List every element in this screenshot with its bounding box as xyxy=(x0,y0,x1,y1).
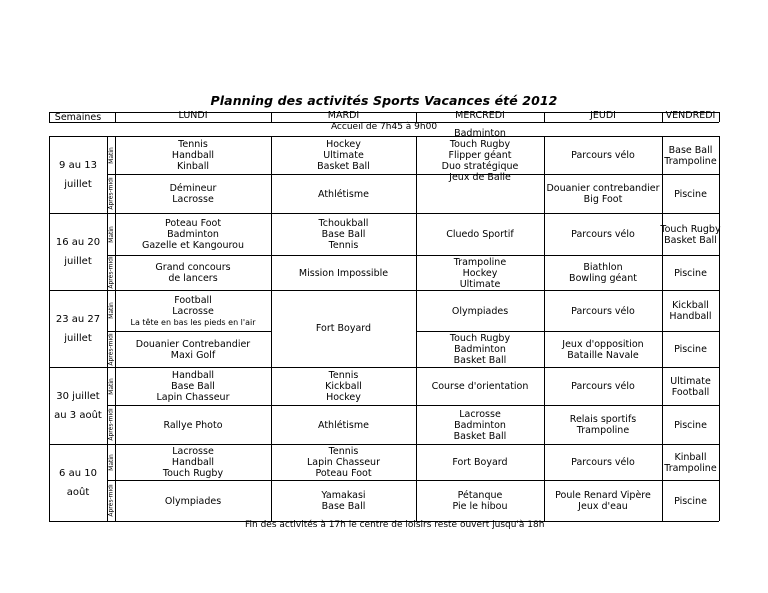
activity-cell-jeudi-matin-line: Parcours vélo xyxy=(571,305,635,317)
activity-cell-mardi-matin xyxy=(271,368,416,405)
week-label-line: août xyxy=(66,486,90,498)
table-border xyxy=(719,444,720,521)
activity-cell-lundi-apres-midi-line: Démineur xyxy=(169,183,217,194)
activity-cell-vendredi-matin-line: Touch Rugby xyxy=(660,223,721,235)
activity-cell-vendredi-apres-midi-line: Piscine xyxy=(674,188,707,200)
activity-cell-jeudi-matin xyxy=(544,291,662,331)
slot-label-apres-midi: Après-midi xyxy=(107,332,115,366)
activity-cell-lundi-apres-midi xyxy=(115,481,271,521)
activity-cell-jeudi-apres-midi-line: Bowling géant xyxy=(569,273,637,284)
activity-cell-mercredi-apres-midi-line: Touch Rugby xyxy=(449,333,511,344)
activity-cell-mercredi-apres-midi-line: Badminton xyxy=(454,344,506,355)
activity-cell-vendredi-matin-line: Basket Ball xyxy=(664,234,717,246)
activity-cell-jeudi-matin xyxy=(544,214,662,255)
activity-cell-mardi-matin-line: Tchoukball xyxy=(318,218,369,229)
header-semaines: Semaines xyxy=(54,112,102,123)
activity-cell-jeudi-apres-midi-line: Jeux d'eau xyxy=(578,501,628,512)
activity-cell-mardi-matin-line: Kickball xyxy=(325,381,362,392)
slot-label-apres-midi: Après-midi xyxy=(107,256,115,289)
activity-cell-mercredi-apres-midi-line: Hockey xyxy=(462,267,498,279)
week-label-line: 23 au 27 xyxy=(55,313,101,325)
activity-cell-mardi-apres-midi-line: Athlétisme xyxy=(318,188,369,200)
activity-cell-lundi-apres-midi xyxy=(115,175,271,213)
week-label-line: juillet xyxy=(64,332,92,344)
activity-cell-mardi-matin-line: Tennis xyxy=(328,446,359,457)
activity-cell-jeudi-apres-midi-line: Biathlon xyxy=(583,262,623,273)
activity-cell-lundi-matin-line: Handball xyxy=(171,370,215,381)
activity-cell-mercredi-matin-line: Flipper géant xyxy=(448,150,512,161)
activity-cell-vendredi-matin xyxy=(662,214,719,255)
activity-cell-jeudi-apres-midi-line: Jeux d'opposition xyxy=(562,338,644,350)
activity-cell-mercredi-matin xyxy=(416,214,544,255)
activity-cell-vendredi-apres-midi xyxy=(662,332,719,367)
week-label xyxy=(49,290,107,367)
slot-label-matin: Matin xyxy=(107,146,115,164)
activity-cell-lundi-matin xyxy=(115,445,271,480)
activity-cell-lundi-matin-line: Base Ball xyxy=(171,381,215,392)
activity-cell-mercredi-matin-line: Duo stratégique xyxy=(441,161,519,172)
activity-cell-vendredi-matin-line: Kinball xyxy=(674,451,707,463)
week-label-line: 9 au 13 xyxy=(59,159,97,171)
activity-cell-mercredi-matin-line: Badminton xyxy=(454,128,506,139)
activity-cell-mardi-matin-line: Hockey xyxy=(326,392,361,403)
table-border xyxy=(719,136,720,213)
activity-cell-lundi-apres-midi xyxy=(115,256,271,290)
week-label-line: juillet xyxy=(64,178,92,190)
activity-cell-vendredi-matin-line: Football xyxy=(671,386,710,398)
activity-cell-lundi-matin xyxy=(115,368,271,405)
activity-cell-mardi-apres-midi-line: Mission Impossible xyxy=(298,267,389,279)
table-border xyxy=(662,112,663,122)
activity-cell-vendredi-matin-line: Kickball xyxy=(672,300,709,311)
activity-cell-jeudi-matin xyxy=(544,445,662,480)
activity-cell-jeudi-apres-midi-line: Trampoline xyxy=(576,425,630,436)
week-label-line: juillet xyxy=(64,255,92,267)
table-border xyxy=(719,290,720,367)
activity-cell-mercredi-apres-midi-line: Basket Ball xyxy=(453,355,507,366)
table-border xyxy=(719,112,720,122)
activity-cell-mercredi-apres-midi-line: Ultimate xyxy=(459,278,501,290)
slot-label-matin: Matin xyxy=(107,377,115,395)
week-label-line: 16 au 20 xyxy=(55,236,101,248)
activity-cell-jeudi-apres-midi xyxy=(544,256,662,290)
activity-cell-mardi-matin xyxy=(271,445,416,480)
table-border xyxy=(544,112,545,122)
activity-cell-jeudi-apres-midi-line: Douanier contrebandier xyxy=(546,183,660,194)
activity-cell-vendredi-matin-line: Trampoline xyxy=(664,462,717,474)
table-border xyxy=(49,112,50,122)
activity-cell-vendredi-matin xyxy=(662,137,719,174)
activity-cell-lundi-matin xyxy=(115,214,271,255)
activity-cell-mardi-apres-midi-line: Base Ball xyxy=(321,501,366,512)
header-jeudi: JEUDI xyxy=(590,110,616,121)
activity-cell-mardi-matin-line: Basket Ball xyxy=(317,161,370,172)
activity-cell-lundi-apres-midi xyxy=(115,332,271,367)
table-border xyxy=(271,112,272,122)
activity-cell-mardi-apres-midi-line: Yamakasi xyxy=(321,490,366,501)
week-label xyxy=(49,136,107,213)
header-mardi: MARDI xyxy=(327,110,360,121)
slot-label-apres-midi: Après-midi xyxy=(107,484,115,517)
activity-cell-vendredi-apres-midi-line: Piscine xyxy=(674,495,707,507)
activity-cell-lundi-matin-line: Football xyxy=(174,294,212,306)
accueil-note: Accueil de 7h45 à 9h00 xyxy=(330,122,438,132)
activity-cell-vendredi-apres-midi xyxy=(662,256,719,290)
activity-cell-mercredi-matin-line: Touch Rugby xyxy=(449,139,511,150)
activity-cell-mardi-matin-line: Hockey xyxy=(326,139,361,150)
activity-cell-mercredi-matin-line: Fort Boyard xyxy=(452,457,508,468)
activity-cell-mardi-matin-line: Poteau Foot xyxy=(315,468,372,479)
activity-cell-lundi-matin-line: Tennis xyxy=(178,139,208,150)
activity-cell-mardi-matin-line: Base Ball xyxy=(321,229,366,240)
activity-cell-vendredi-apres-midi xyxy=(662,481,719,521)
activity-cell-mardi-matin-line: Tennis xyxy=(328,370,359,381)
week-label xyxy=(49,213,107,290)
activity-cell-jeudi-apres-midi-line: Big Foot xyxy=(583,194,623,205)
activity-cell-lundi-apres-midi-line: de lancers xyxy=(168,273,218,284)
activity-cell-lundi-matin-line: Handball xyxy=(171,457,215,468)
activity-cell-vendredi-matin-line: Handball xyxy=(669,311,712,322)
table-border xyxy=(49,112,719,113)
activity-cell-jeudi-apres-midi-line: Relais sportifs xyxy=(569,414,637,425)
activity-cell-lundi-apres-midi-line: Olympiades xyxy=(164,495,222,507)
slot-label-matin: Matin xyxy=(107,302,115,319)
header-mercredi: MERCREDI xyxy=(455,110,505,121)
slot-label-matin: Matin xyxy=(107,453,115,471)
week-label-line: 30 juillet xyxy=(56,390,100,402)
header-vendredi: VENDREDI xyxy=(665,110,716,121)
activity-cell-vendredi-matin xyxy=(662,291,719,331)
schedule-table xyxy=(49,112,719,519)
activity-cell-mardi xyxy=(271,290,416,367)
activity-cell-lundi-apres-midi-line: Grand concours xyxy=(155,262,231,273)
week-label-line: au 3 août xyxy=(54,409,102,421)
activity-cell-jeudi-apres-midi xyxy=(544,175,662,213)
activity-cell-jeudi-matin-line: Parcours vélo xyxy=(571,457,635,468)
activity-cell-lundi-matin-line: La tête en bas les pieds en l'air xyxy=(130,317,256,327)
activity-cell-vendredi-matin-line: Trampoline xyxy=(664,155,717,167)
activity-cell-mercredi-apres-midi-line: Basket Ball xyxy=(453,430,507,442)
activity-cell-jeudi-apres-midi xyxy=(544,481,662,521)
slot-label-apres-midi: Après-midi xyxy=(107,177,115,210)
activity-cell-vendredi-matin-line: Base Ball xyxy=(668,144,713,156)
activity-cell-jeudi-apres-midi xyxy=(544,332,662,367)
activity-cell-mercredi-matin-line: Jeux de Balle xyxy=(449,172,511,183)
table-border xyxy=(115,112,116,122)
activity-cell-vendredi-apres-midi-line: Piscine xyxy=(674,419,707,431)
activity-cell-mardi-apres-midi xyxy=(271,406,416,444)
footer-note: Fin des activités à 17h le centre de loisirs reste ouvert jusqu'à 18h xyxy=(245,520,545,530)
activity-cell-mercredi-apres-midi-line: Pie le hibou xyxy=(452,501,508,512)
page-title: Planning des activités Sports Vacances été 2012 xyxy=(210,93,558,108)
activity-cell-mercredi-apres-midi-line: Lacrosse xyxy=(459,408,501,420)
activity-cell-mercredi-matin-line: Olympiades xyxy=(451,305,509,317)
activity-cell-mercredi-matin xyxy=(416,368,544,405)
activity-cell-lundi-matin-line: Poteau Foot xyxy=(164,218,222,229)
activity-cell-lundi-matin-line: Touch Rugby xyxy=(162,468,224,479)
activity-cell-vendredi-apres-midi xyxy=(662,406,719,444)
header-lundi: LUNDI xyxy=(178,110,208,121)
activity-cell-mercredi-matin xyxy=(416,128,544,183)
slot-label-matin: Matin xyxy=(107,225,115,243)
activity-cell-mercredi-apres-midi-line: Trampoline xyxy=(453,256,507,268)
activity-cell-vendredi-apres-midi xyxy=(662,175,719,213)
activity-cell-mardi-apres-midi xyxy=(271,175,416,213)
activity-cell-vendredi-matin xyxy=(662,445,719,480)
activity-cell-lundi-matin xyxy=(115,137,271,174)
activity-cell-mercredi-matin xyxy=(416,445,544,480)
activity-cell-mercredi-apres-midi xyxy=(416,406,544,444)
week-label xyxy=(49,367,107,444)
activity-cell-mardi-apres-midi xyxy=(271,256,416,290)
activity-cell-vendredi-apres-midi-line: Piscine xyxy=(674,344,707,355)
activity-cell-vendredi-apres-midi-line: Piscine xyxy=(674,267,707,279)
activity-cell-lundi-apres-midi-line: Douanier Contrebandier xyxy=(135,338,251,350)
activity-cell-mardi-matin-line: Tennis xyxy=(328,240,359,251)
week-label xyxy=(49,444,107,521)
activity-cell-mercredi-apres-midi xyxy=(416,332,544,367)
activity-cell-lundi-apres-midi xyxy=(115,406,271,444)
table-border xyxy=(416,112,417,122)
table-border xyxy=(719,367,720,444)
activity-cell-mardi-matin-line: Lapin Chasseur xyxy=(307,457,380,468)
activity-cell-mercredi-apres-midi-line: Pétanque xyxy=(457,490,503,501)
activity-cell-lundi-matin-line: Lacrosse xyxy=(172,446,214,457)
activity-cell-lundi-matin-line: Lapin Chasseur xyxy=(156,392,230,403)
activity-cell-jeudi-matin-line: Parcours vélo xyxy=(571,381,635,392)
activity-cell-mardi-apres-midi xyxy=(271,481,416,521)
activity-cell-mercredi-apres-midi-line: Badminton xyxy=(454,419,506,431)
activity-cell-mercredi-apres-midi xyxy=(416,256,544,290)
activity-cell-mardi-matin-line: Ultimate xyxy=(323,150,364,161)
activity-cell-mercredi-apres-midi xyxy=(416,481,544,521)
activity-cell-jeudi-matin-line: Parcours vélo xyxy=(571,229,635,240)
activity-cell-mardi-matin xyxy=(271,137,416,174)
activity-cell-jeudi-matin xyxy=(544,137,662,174)
activity-cell-vendredi-matin xyxy=(662,368,719,405)
activity-cell-lundi-matin-line: Lacrosse xyxy=(172,305,214,317)
activity-cell-mercredi-matin xyxy=(416,291,544,331)
table-border xyxy=(49,122,719,123)
activity-cell-jeudi-matin-line: Parcours vélo xyxy=(571,150,635,161)
activity-cell-mardi-apres-midi-line: Athlétisme xyxy=(318,419,369,431)
activity-cell-vendredi-matin-line: Ultimate xyxy=(670,375,711,387)
activity-cell-lundi-apres-midi-line: Maxi Golf xyxy=(170,349,216,361)
activity-cell-lundi-matin-line: Kinball xyxy=(176,161,210,172)
slot-label-apres-midi: Après-midi xyxy=(107,408,115,441)
activity-cell-jeudi-apres-midi-line: Poule Renard Vipère xyxy=(555,490,651,501)
activity-cell-lundi-apres-midi-line: Rallye Photo xyxy=(163,419,223,431)
activity-cell-lundi-matin-line: Handball xyxy=(171,150,215,161)
activity-cell-mercredi-matin-line: Course d'orientation xyxy=(431,381,529,392)
week-label-line: 6 au 10 xyxy=(59,467,97,479)
activity-cell-jeudi-matin xyxy=(544,368,662,405)
activity-cell-lundi-apres-midi-line: Lacrosse xyxy=(172,194,214,205)
activity-cell-mardi-line: Fort Boyard xyxy=(315,323,372,334)
activity-cell-mardi-matin xyxy=(271,214,416,255)
activity-cell-jeudi-apres-midi xyxy=(544,406,662,444)
activity-cell-lundi-matin-line: Badminton xyxy=(167,229,219,240)
activity-cell-lundi-matin-line: Gazelle et Kangourou xyxy=(141,240,245,251)
activity-cell-lundi-matin xyxy=(115,291,271,331)
activity-cell-mercredi-matin-line: Cluedo Sportif xyxy=(446,229,514,240)
activity-cell-jeudi-apres-midi-line: Bataille Navale xyxy=(567,349,639,361)
